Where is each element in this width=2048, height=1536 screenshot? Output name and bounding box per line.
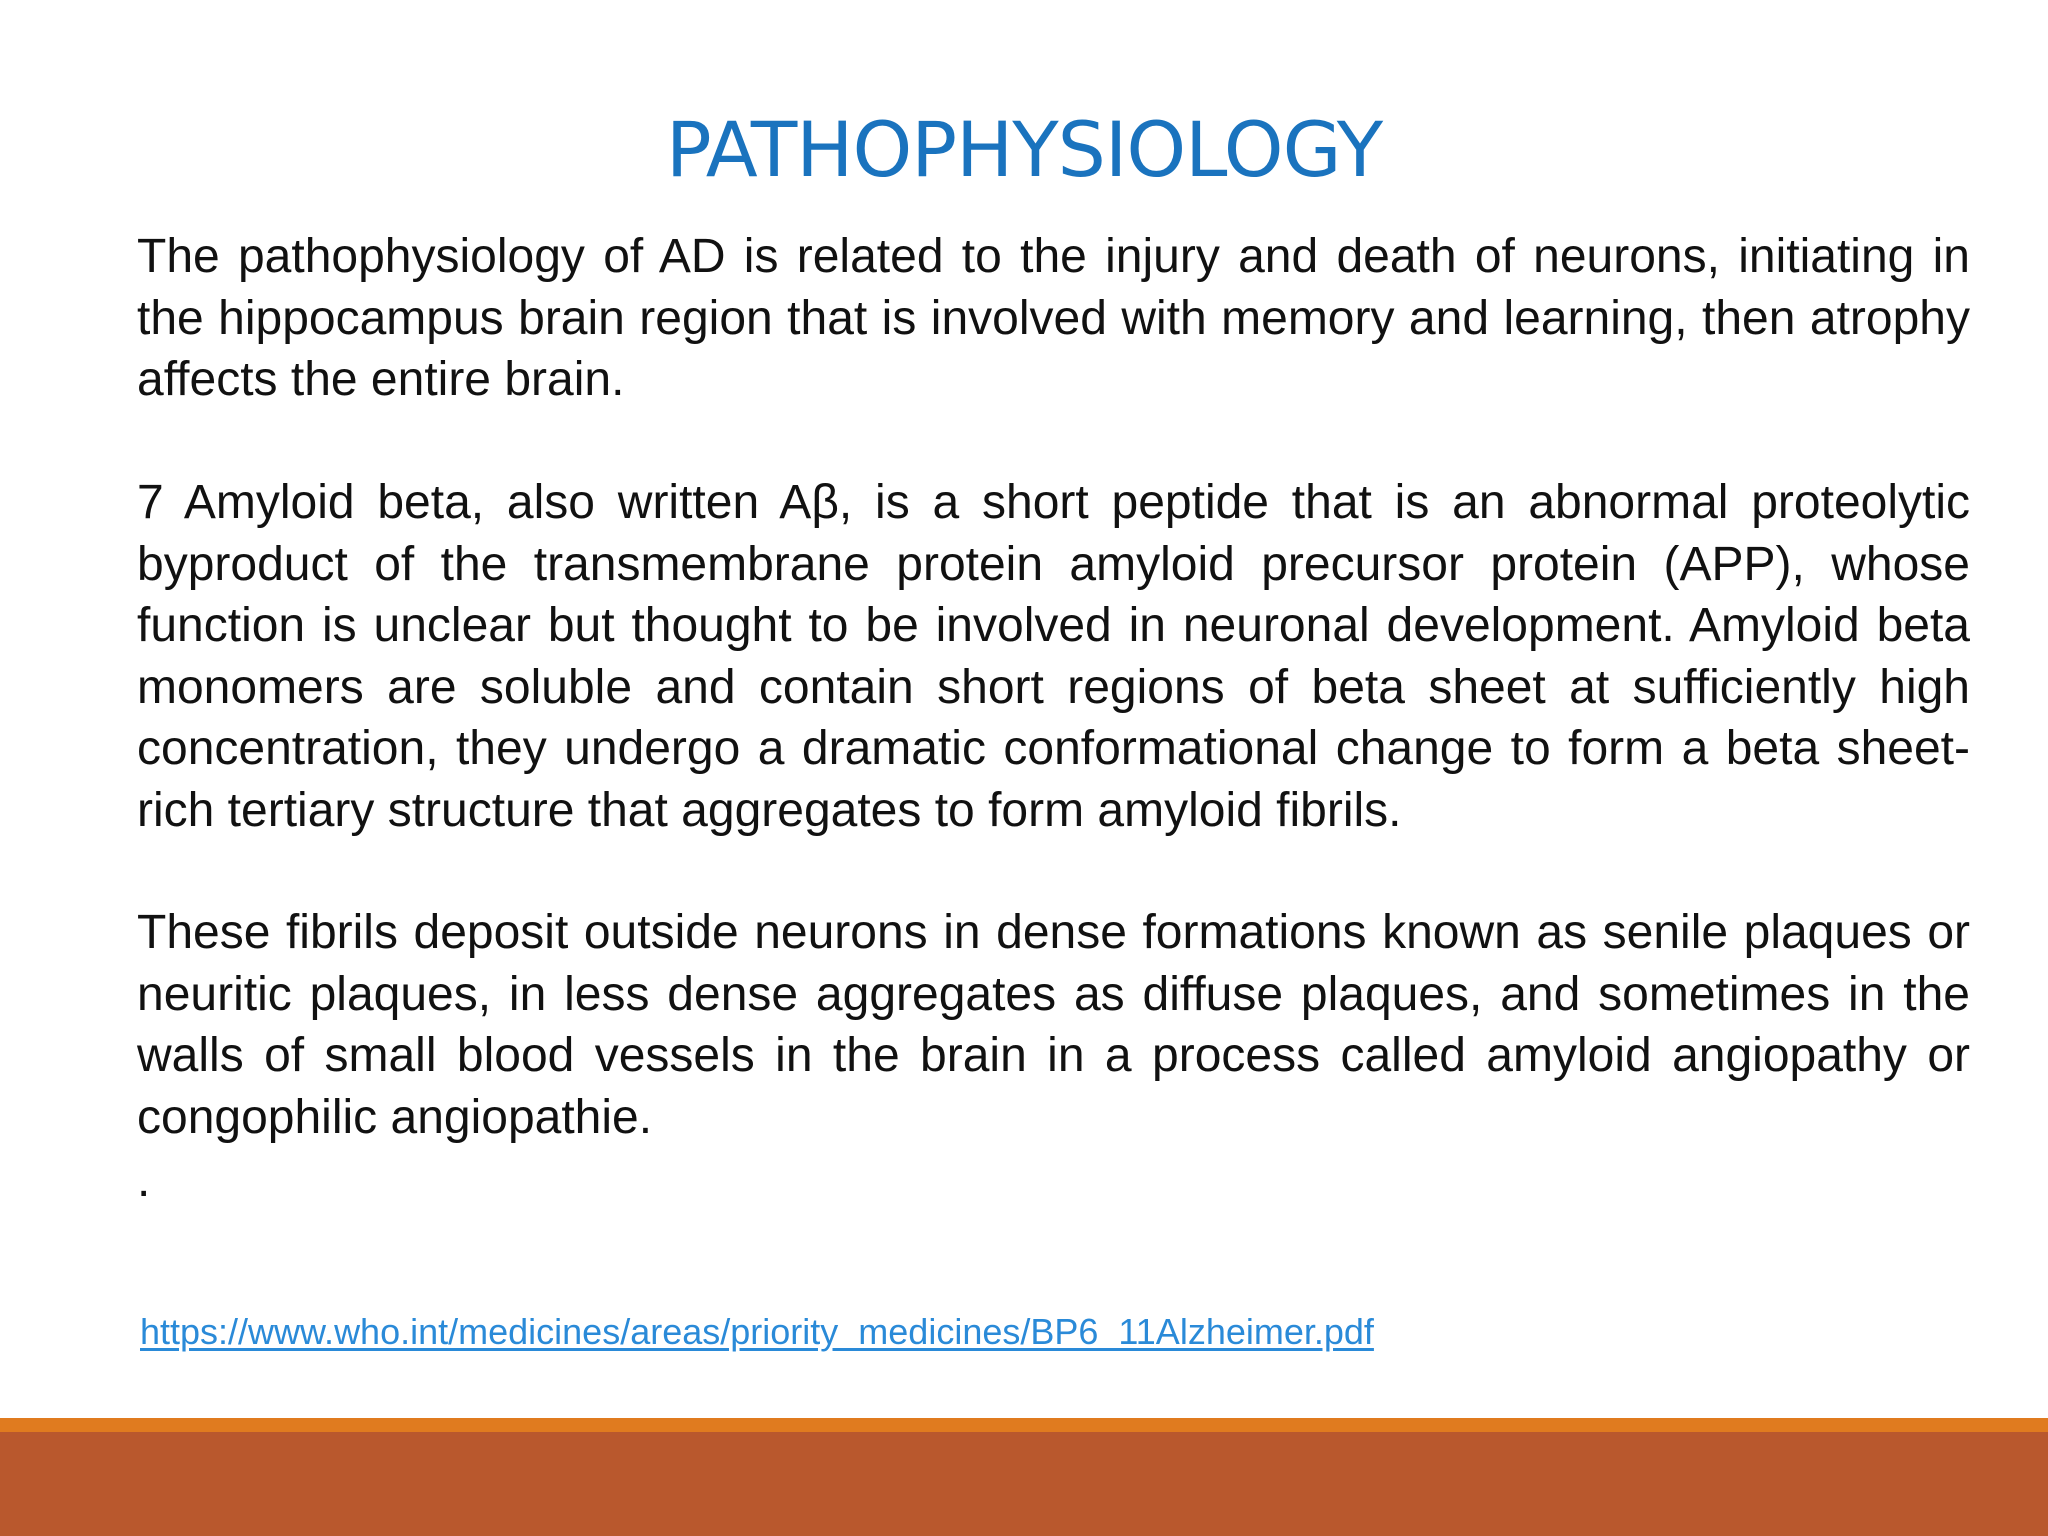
- reference-link[interactable]: https://www.who.int/medicines/areas/priority_medicines/BP6_11Alzheimer.pdf: [140, 1311, 1374, 1352]
- footer-stripe: [0, 1418, 2048, 1432]
- slide-title: PATHOPHYSIOLOGY: [665, 105, 1383, 194]
- footer-band: [0, 1432, 2048, 1536]
- paragraph-amyloid-beta: 7 Amyloid beta, also written Aβ, is a short peptide that is an abnormal proteolytic byproduct of the transmembrane protein amyloid precursor protein (APP), whose function is unclear but thought to be involved in neuronal development. Amyloid beta monomers are soluble and contain short regions of beta sheet at sufficiently high concentration, they undergo a dramatic conformational change to form a beta sheet-rich tertiary structure that aggregates to form amyloid fibrils.: [137, 476, 1970, 837]
- trailing-period: .: [137, 1154, 151, 1207]
- paragraph-neuron-injury: The pathophysiology of AD is related to the injury and death of neurons, initiating in the hippocampus brain region that is involved with memory and learning, then atrophy affects the entire brain.: [137, 230, 1970, 406]
- paragraph-fibrils-plaques: These fibrils deposit outside neurons in dense formations known as senile plaques or neuritic plaques, in less dense aggregates as diffuse plaques, and sometimes in the walls of small blood vessels in the brain in a process called amyloid angiopathy or congophilic angiopathie.: [137, 906, 1970, 1144]
